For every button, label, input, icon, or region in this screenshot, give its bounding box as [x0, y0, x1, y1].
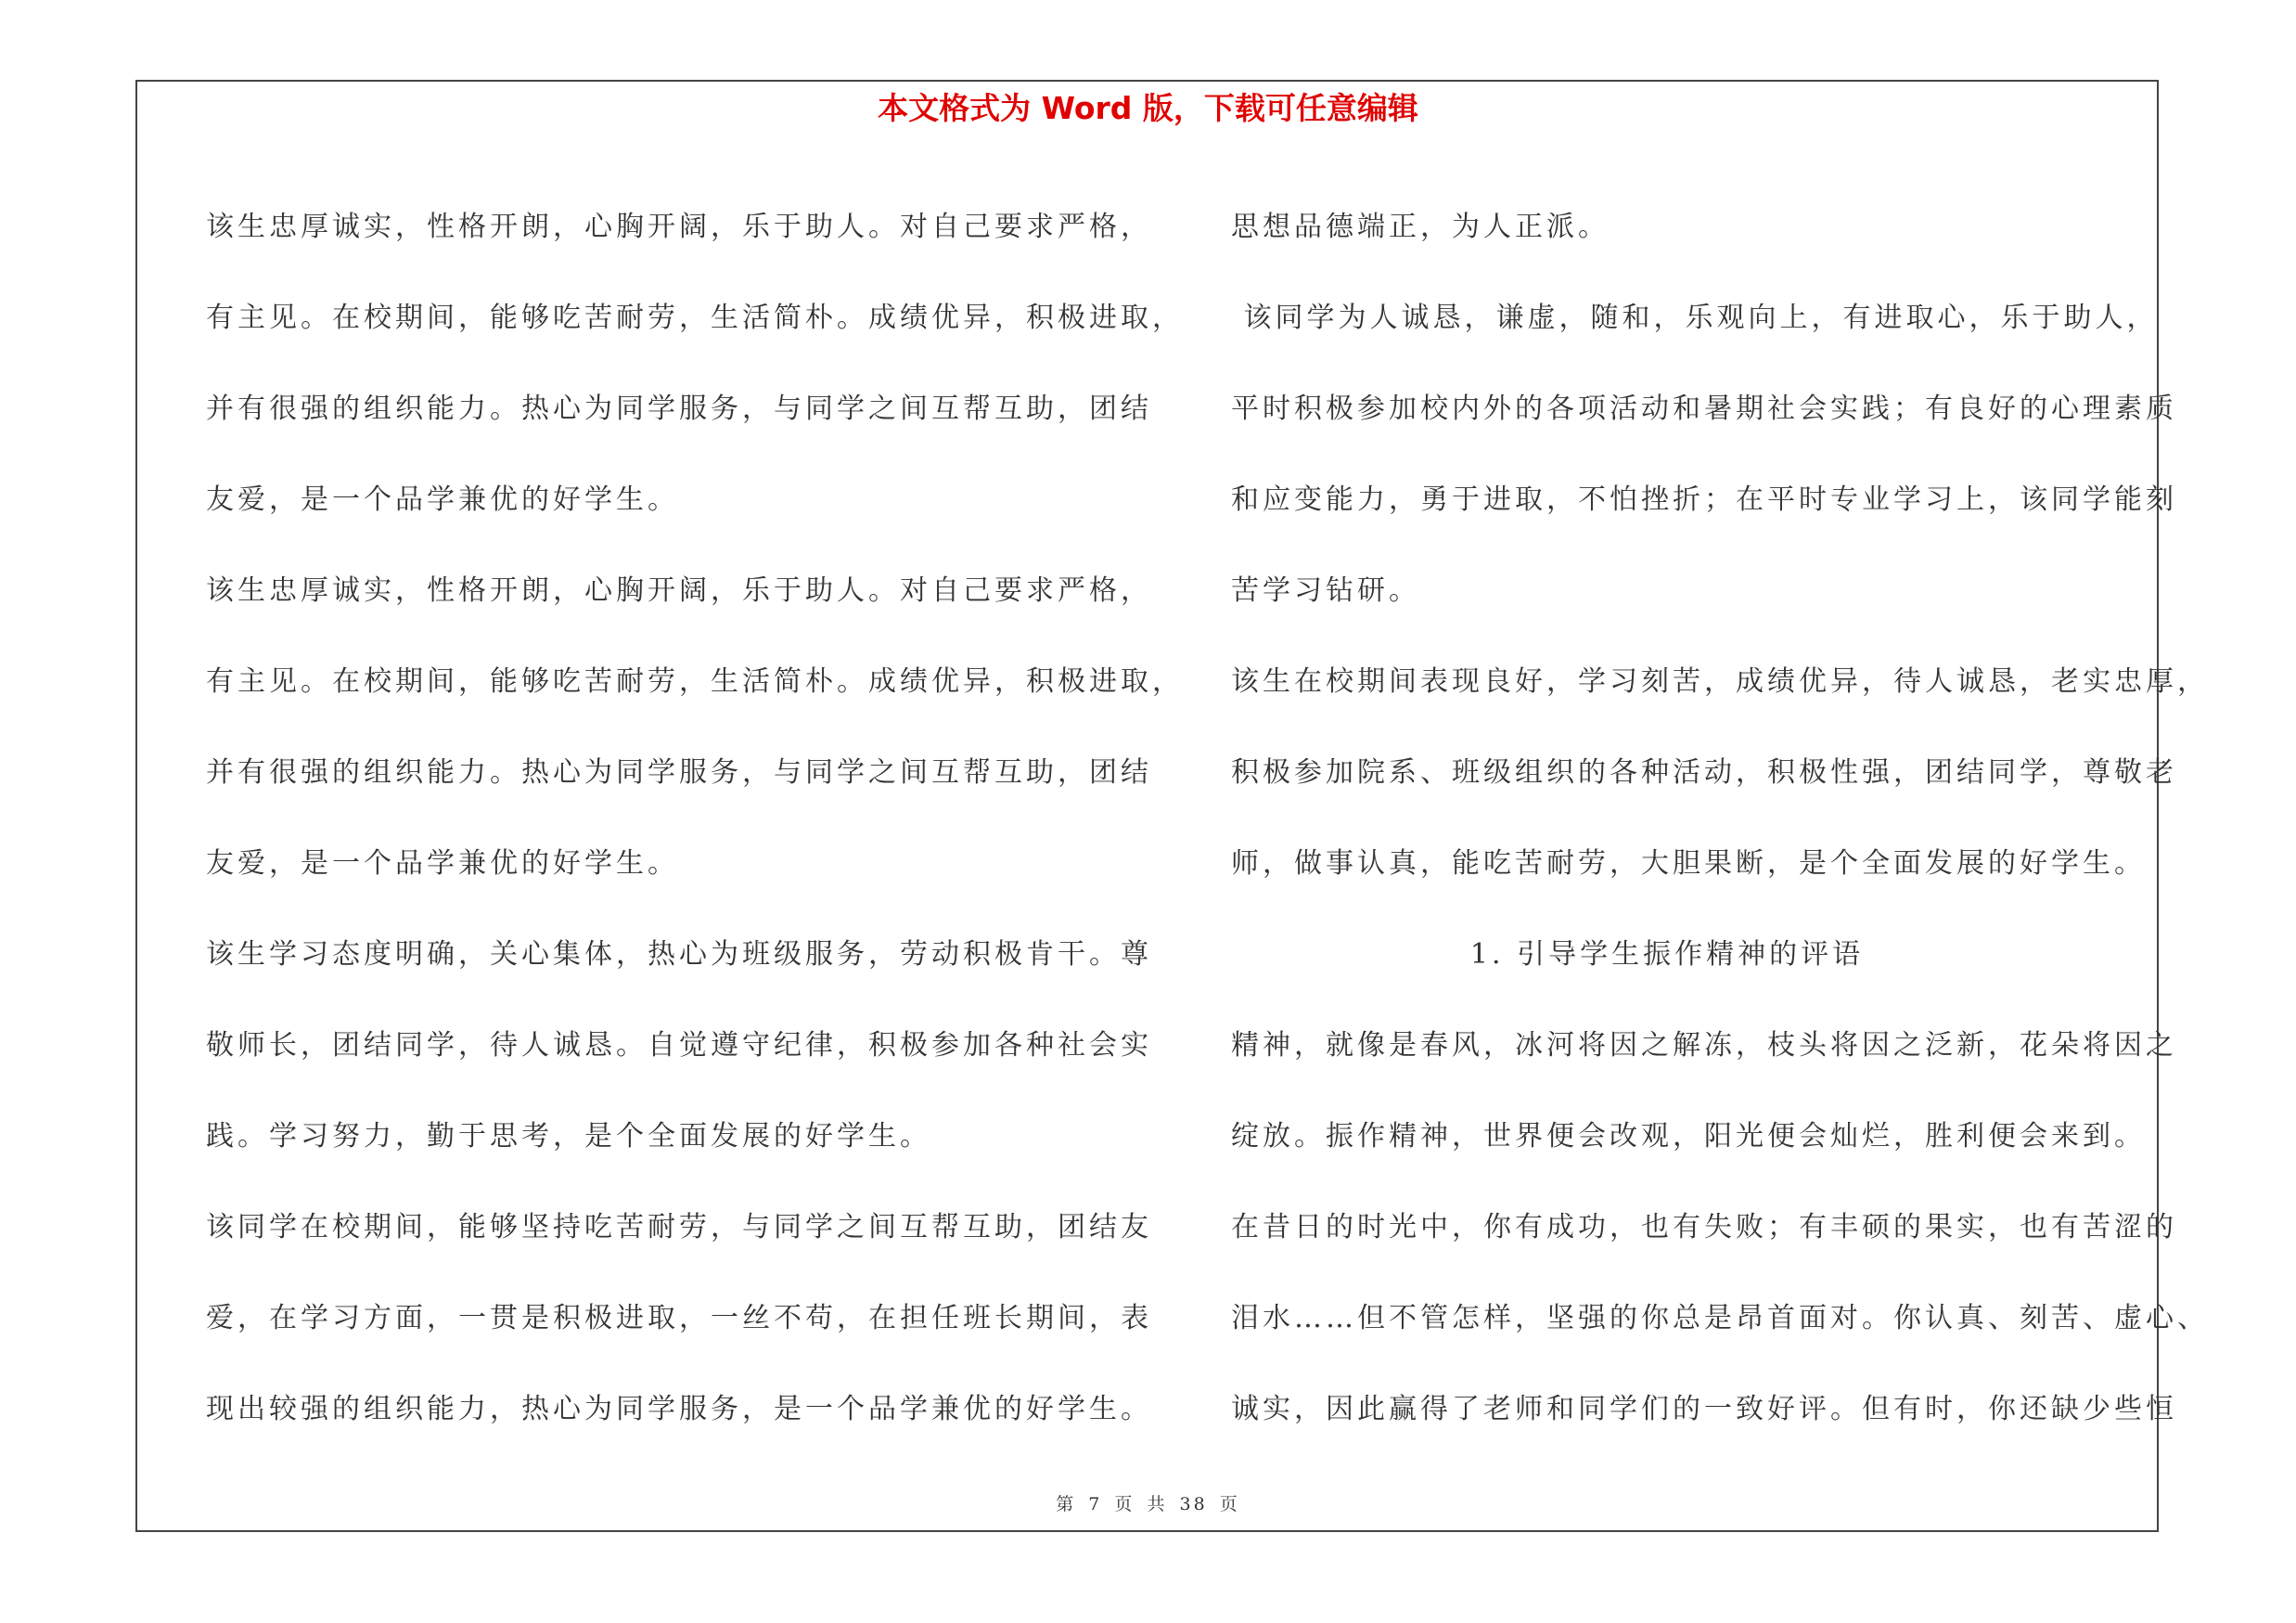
text-line: 绽放。振作精神，世界便会改观，阳光便会灿烂，胜利便会来到。: [1231, 1120, 2146, 1153]
text-line: 思想品德端正，为人正派。: [1231, 211, 1610, 243]
text-line: 泪水……但不管怎样，坚强的你总是昂首面对。你认真、刻苦、虚心、: [1231, 1302, 2209, 1334]
footer-suffix: 页: [1219, 1494, 1240, 1514]
current-page-number: 7: [1088, 1494, 1103, 1514]
text-line: 该同学在校期间，能够坚持吃苦耐劳，与同学之间互帮互助，团结友: [206, 1211, 1152, 1243]
text-line: 在昔日的时光中，你有成功，也有失败；有丰硕的果实，也有苦涩的: [1231, 1211, 2177, 1243]
text-line: 敬师长，团结同学，待人诚恳。自觉遵守纪律，积极参加各种社会实: [206, 1029, 1152, 1062]
text-line: 和应变能力，勇于进取，不怕挫折；在平时专业学习上，该同学能刻: [1231, 483, 2177, 516]
total-page-count: 38: [1179, 1494, 1208, 1514]
text-line: 有主见。在校期间，能够吃苦耐劳，生活简朴。成绩优异，积极进取，: [206, 665, 1184, 698]
right-column: [1231, 182, 2209, 1455]
text-line: 践。学习努力，勤于思考，是个全面发展的好学生。: [206, 1120, 931, 1153]
text-line: 该同学为人诚恳，谦虚，随和，乐观向上，有进取心，乐于助人，: [1231, 302, 2159, 334]
text-line: 现出较强的组织能力，热心为同学服务，是一个品学兼优的好学生。: [206, 1393, 1152, 1425]
text-line: 有主见。在校期间，能够吃苦耐劳，生活简朴。成绩优异，积极进取，: [206, 302, 1184, 334]
text-line: 并有很强的组织能力。热心为同学服务，与同学之间互帮互助，团结: [206, 393, 1152, 425]
text-line: 该生在校期间表现良好，学习刻苦，成绩优异，待人诚恳，老实忠厚，: [1231, 665, 2209, 698]
text-line: 诚实，因此赢得了老师和同学们的一致好评。但有时，你还缺少些恒: [1231, 1393, 2177, 1425]
text-line: 苦学习钻研。: [1231, 574, 1420, 607]
text-line: 该生忠厚诚实，性格开朗，心胸开阔，乐于助人。对自己要求严格，: [206, 574, 1152, 607]
footer-page-word: 页: [1114, 1494, 1135, 1514]
text-line: 友爱，是一个品学兼优的好学生。: [206, 483, 679, 516]
text-line: 师，做事认真，能吃苦耐劳，大胆果断，是个全面发展的好学生。: [1231, 847, 2146, 880]
text-line: 平时积极参加校内外的各项活动和暑期社会实践；有良好的心理素质: [1231, 393, 2177, 425]
page-number-footer: [0, 1490, 2296, 1518]
text-line: 友爱，是一个品学兼优的好学生。: [206, 847, 679, 880]
text-line: 精神，就像是春风，冰河将因之解冻，枝头将因之泛新，花朵将因之: [1231, 1029, 2177, 1062]
footer-total-word: 共: [1147, 1494, 1168, 1514]
text-line: 并有很强的组织能力。热心为同学服务，与同学之间互帮互助，团结: [206, 756, 1152, 789]
text-line: 该生学习态度明确，关心集体，热心为班级服务，劳动积极肯干。尊: [206, 938, 1152, 971]
text-line: 该生忠厚诚实，性格开朗，心胸开阔，乐于助人。对自己要求严格，: [206, 211, 1152, 243]
format-notice-banner: 本文格式为 Word 版，下载可任意编辑: [878, 90, 1418, 126]
text-line: 爱，在学习方面，一贯是积极进取，一丝不苟，在担任班长期间，表: [206, 1302, 1152, 1334]
section-heading: 1. 引导学生振作精神的评语: [1469, 938, 1865, 971]
left-column: [206, 182, 1184, 1455]
footer-prefix: 第: [1056, 1494, 1077, 1514]
text-line: 积极参加院系、班级组织的各种活动，积极性强，团结同学，尊敬老: [1231, 756, 2177, 789]
